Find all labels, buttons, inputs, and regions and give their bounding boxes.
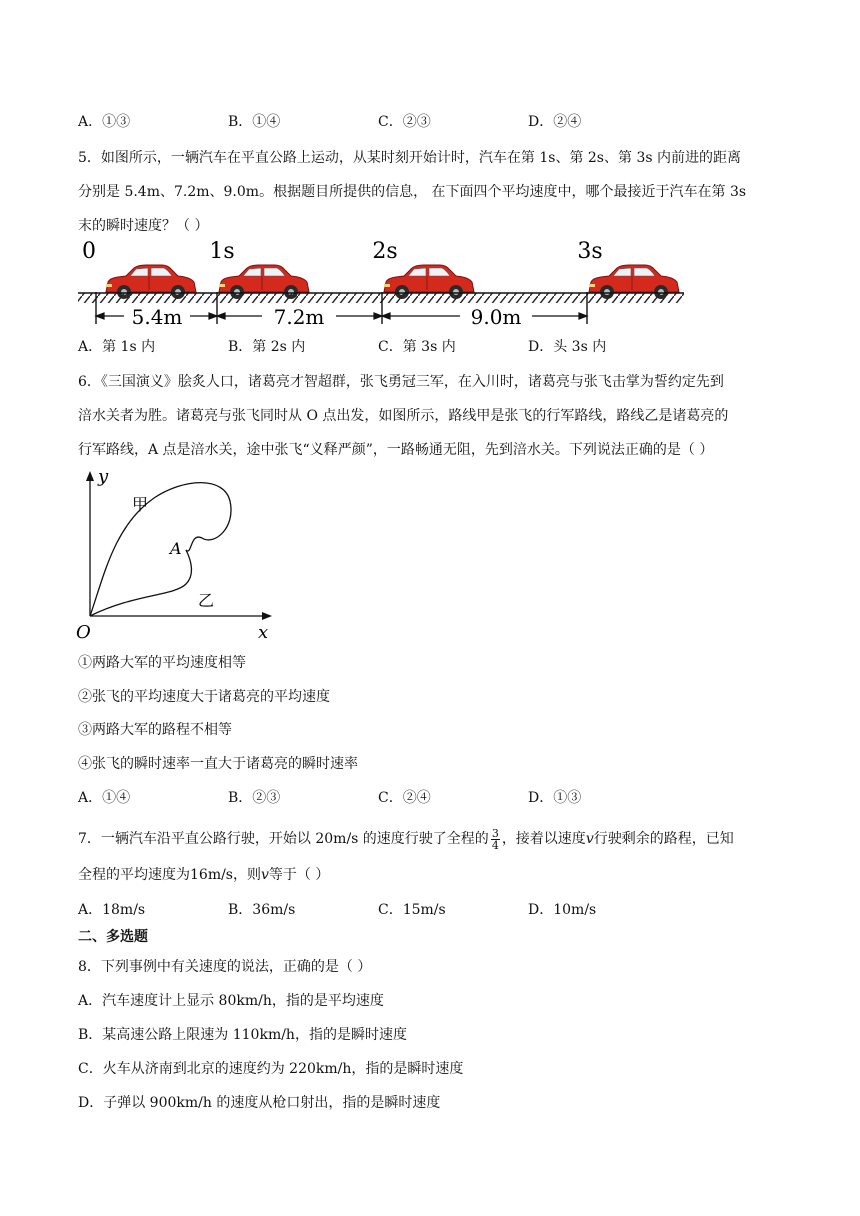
q6-statement-3: ③两路大军的路程不相等 bbox=[78, 722, 232, 738]
q6-statement-1: ①两路大军的平均速度相等 bbox=[78, 655, 246, 671]
q7-stem-line2 bbox=[78, 865, 329, 885]
q8-option-b: B．某高速公路上限速为 110km/h，指的是瞬时速度 bbox=[78, 1027, 407, 1043]
distance-label-3: 9.0m bbox=[470, 305, 522, 329]
q7-text-c: 行驶剩余的路程，已知 bbox=[593, 831, 734, 847]
q7-text-d: 全程的平均速度为16m/s，则 bbox=[78, 867, 261, 883]
q7-var-v: v bbox=[585, 831, 594, 847]
q7-text-a: 7．一辆汽车沿平直公路行驶，开始以 20m/s 的速度行驶了全程的 bbox=[78, 831, 489, 847]
q5-stem-line1: 5．如图所示，一辆汽车在平直公路上运动，从某时刻开始计时，汽车在第 1s、第 2s、第 3s 内前进的距离 bbox=[78, 150, 741, 166]
q6-statement-2: ②张飞的平均速度大于诸葛亮的平均速度 bbox=[78, 689, 330, 705]
time-label-2s: 2s bbox=[372, 239, 398, 264]
q6-route-figure bbox=[74, 466, 284, 644]
q7-option-d: D．10m/s bbox=[528, 902, 597, 918]
q7-fraction bbox=[491, 828, 500, 851]
distance-label-1: 5.4m bbox=[131, 305, 183, 329]
q7-text-e: 等于（ ） bbox=[268, 867, 330, 883]
q7-option-a: A．18m/s bbox=[78, 902, 146, 918]
point-a-label: A bbox=[170, 539, 182, 558]
q7-option-b: B．36m/s bbox=[228, 902, 296, 918]
q6-stem-line3: 行军路线，A 点是涪水关，途中张飞“义释严颜”，一路畅通无阻，先到涪水关。下列说法正确的是（ ） bbox=[78, 442, 714, 458]
path-yi-label: 乙 bbox=[198, 591, 215, 610]
q6-option-b: B．②③ bbox=[228, 790, 281, 806]
q8-option-a: A．汽车速度计上显示 80km/h，指的是平均速度 bbox=[78, 993, 384, 1009]
section-title-multiple-choice: 二、多选题 bbox=[78, 929, 148, 945]
q8-stem: 8．下列事例中有关速度的说法，正确的是（ ） bbox=[78, 959, 372, 975]
q6-option-a: A．①④ bbox=[78, 790, 131, 806]
origin-label: O bbox=[76, 622, 91, 643]
q8-option-d: D．子弹以 900km/h 的速度从枪口射出，指的是瞬时速度 bbox=[78, 1095, 441, 1111]
q5-option-b: B．第 2s 内 bbox=[228, 339, 306, 355]
q7-text-b: ，接着以速度 bbox=[501, 831, 586, 847]
time-label-0: 0 bbox=[82, 239, 96, 264]
q4-option-c: C．②③ bbox=[378, 114, 431, 130]
q6-option-d: D．①③ bbox=[528, 790, 582, 806]
fraction-numerator: 3 bbox=[491, 826, 499, 840]
q4-option-d: D．②④ bbox=[528, 114, 582, 130]
q4-option-a: A．①③ bbox=[78, 114, 131, 130]
q5-stem-line3: 末的瞬时速度？（ ） bbox=[78, 218, 209, 234]
q5-car-figure bbox=[74, 236, 694, 336]
x-axis-label: x bbox=[258, 622, 269, 643]
path-jia-label: 甲 bbox=[132, 495, 149, 514]
time-label-1s: 1s bbox=[209, 239, 235, 264]
q6-stem-line1: 6．《三国演义》脍炙人口，诸葛亮才智超群，张飞勇冠三军，在入川时，诸葛亮与张飞击掌为誓约定先到 bbox=[78, 374, 724, 390]
q5-stem-line2: 分别是 5.4m、7.2m、9.0m。根据题目所提供的信息， 在下面四个平均速度中，哪个最接近于汽车在第 3s bbox=[78, 184, 747, 200]
y-axis-label: y bbox=[98, 466, 109, 487]
q4-option-b: B．①④ bbox=[228, 114, 281, 130]
q7-option-c: C．15m/s bbox=[378, 902, 446, 918]
q7-var-v-2: v bbox=[261, 867, 269, 883]
q5-option-c: C．第 3s 内 bbox=[378, 339, 456, 355]
time-label-3s: 3s bbox=[577, 239, 603, 264]
q7-stem-line1 bbox=[78, 825, 734, 853]
q5-option-d: D．头 3s 内 bbox=[528, 339, 607, 355]
q6-statement-4: ④张飞的瞬时速率一直大于诸葛亮的瞬时速率 bbox=[78, 756, 358, 772]
distance-label-2: 7.2m bbox=[273, 305, 325, 329]
fraction-denominator: 4 bbox=[491, 838, 499, 852]
q6-option-c: C．②④ bbox=[378, 790, 431, 806]
q8-option-c: C．火车从济南到北京的速度约为 220km/h，指的是瞬时速度 bbox=[78, 1061, 464, 1077]
q5-option-a: A．第 1s 内 bbox=[78, 339, 156, 355]
q6-stem-line2: 涪水关者为胜。诸葛亮与张飞同时从 O 点出发，如图所示，路线甲是张飞的行军路线，路线乙是诸葛亮的 bbox=[78, 408, 729, 424]
